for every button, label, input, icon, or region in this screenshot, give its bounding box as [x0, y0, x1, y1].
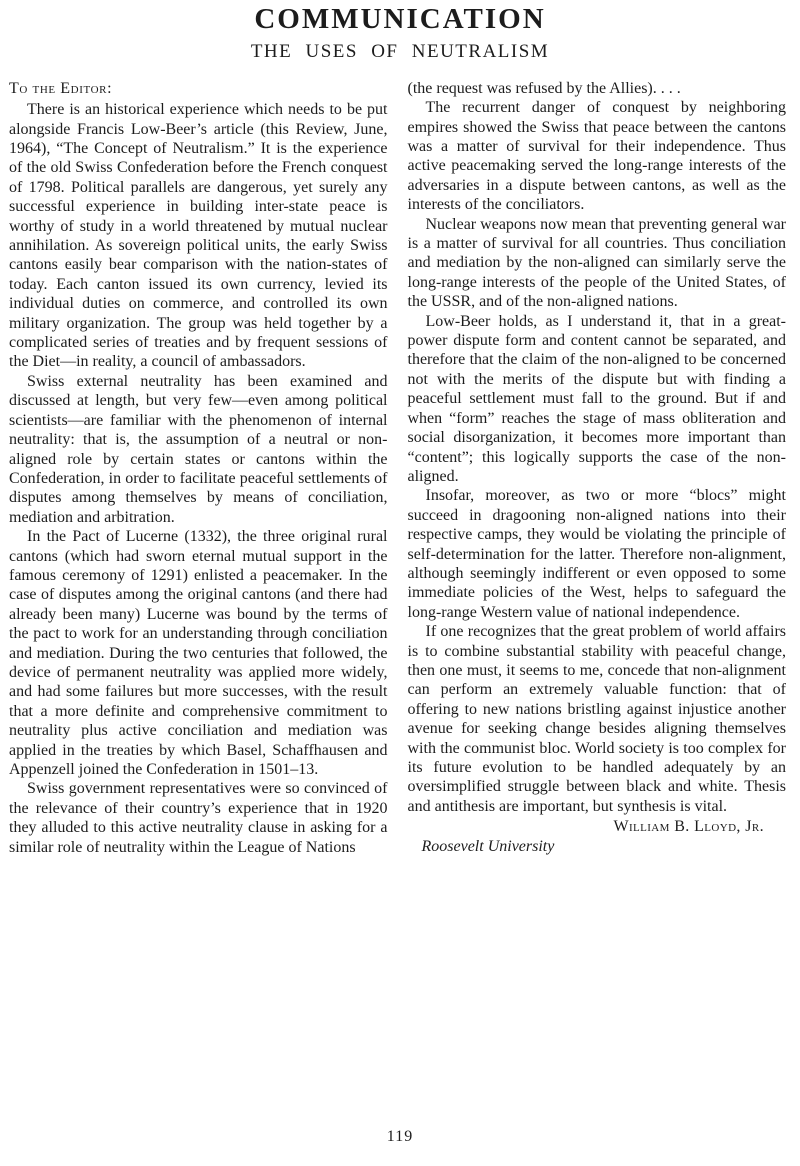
- paragraph-continuation: (the request was refused by the Allies). . . .: [407, 79, 681, 97]
- paragraph: Swiss external neutrality has been examined and discussed at length, but very few—even among political scientists—are familiar with the phenomenon of internal neutrality: that is, the assumption of a neutral or non-aligned role by certain states or cantons within the Confederation, in order to facilitate peaceful settlements of disputes among themselves by means of conciliation, mediation and arbitration.: [9, 372, 388, 526]
- right-column: [408, 79, 787, 857]
- paragraph: Insofar, moreover, as two or more “blocs” might succeed in dragooning non-aligned nations into their respective camps, they would be violating the principle of self-determination for the latter. Therefore non-alignment, although seemingly indifferent or even opposed to some immediate policies of the West, helps to safeguard the long-range Western value of national independence.: [407, 487, 786, 621]
- page-number: 119: [386, 1128, 414, 1145]
- two-column-body: [0, 63, 800, 857]
- paragraph: The recurrent danger of conquest by neighboring empires showed the Swiss that peace between the cantons was a matter of survival for their independence. Thus active peacemaking served the long-range interests of the adversaries in a dispute between cantons, as well as the interests of the conciliators.: [407, 99, 786, 214]
- page-subtitle: THE USES OF NEUTRALISM: [250, 40, 550, 62]
- paragraph: If one recognizes that the great problem of world affairs is to combine substantial stability with peaceful change, then one must, it seems to me, concede that non-alignment can perform an extremely valuable function: that of offering to new nations bristling against injustice another avenue for seeking change besides aligning themselves with the communist bloc. World society is too complex for its future evolution to be handled adequately by an oversimplified struggle between black and white. Thesis and antithesis are important, but synthesis is vital.: [407, 623, 786, 815]
- paragraph: Swiss government representatives were so convinced of the relevance of their country’s experience that in 1920 they alluded to this active neutrality clause in asking for a similar role of neutrality within the League of Nations: [9, 780, 388, 856]
- author-signature: William B. Lloyd, Jr.: [613, 818, 764, 836]
- left-column: [9, 79, 388, 857]
- paragraph: Nuclear weapons now mean that preventing general war is a matter of survival for all countries. Thus conciliation and mediation by the non-aligned can similarly serve the long-range interests of the people of the United States, of the USSR, and of the non-aligned nations.: [407, 215, 786, 311]
- salutation: To the Editor:: [9, 79, 113, 97]
- page-title: COMMUNICATION: [254, 3, 546, 35]
- paragraph: There is an historical experience which needs to be put alongside Francis Low-Beer’s article (this Review, June, 1964), “The Concept of Neutralism.” It is the experience of the old Swiss Confederation before the French conquest of 1798. Political parallels are dangerous, yet surely any successful experience in building inter-state peace is worthy of study in a world threatened by mutual nuclear annihilation. As sovereign political units, the early Swiss cantons easily bear comparison with the nation-states of today. Each canton issued its own currency, levied its individual duties on commerce, and controlled its own military organization. The group was held together by a complicated series of treaties and by frequent sessions of the Diet—in reality, a council of ambassadors.: [9, 101, 388, 371]
- paragraph: In the Pact of Lucerne (1332), the three original rural cantons (which had sworn eternal mutual support in the famous ceremony of 1291) enlisted a peacemaker. In the case of disputes among the original cantons (and there had already been many) Lucerne was bound by the terms of the pact to work for an understanding through conciliation and mediation. During the two centuries that followed, the device of permanent neutrality was applied more widely, and had some failures but more successes, with the result that a more definite and comprehensive commitment to neutrality plus active conciliation and mediation was applied in the treaties by which Basel, Schaffhausen and Appenzell joined the Confederation in 1501–13.: [9, 528, 388, 778]
- author-affiliation: Roosevelt University: [421, 837, 555, 855]
- paragraph: Low-Beer holds, as I understand it, that in a great-power dispute form and content cannot be separated, and therefore that the claim of the non-aligned to be concerned not with the merits of the dispute but with finding a peaceful settlement must fall to the ground. But if and when “form” reaches the stage of mass obliteration and social disorganization, it becomes more important than “content”; this logically supports the case of the non-aligned.: [407, 312, 786, 485]
